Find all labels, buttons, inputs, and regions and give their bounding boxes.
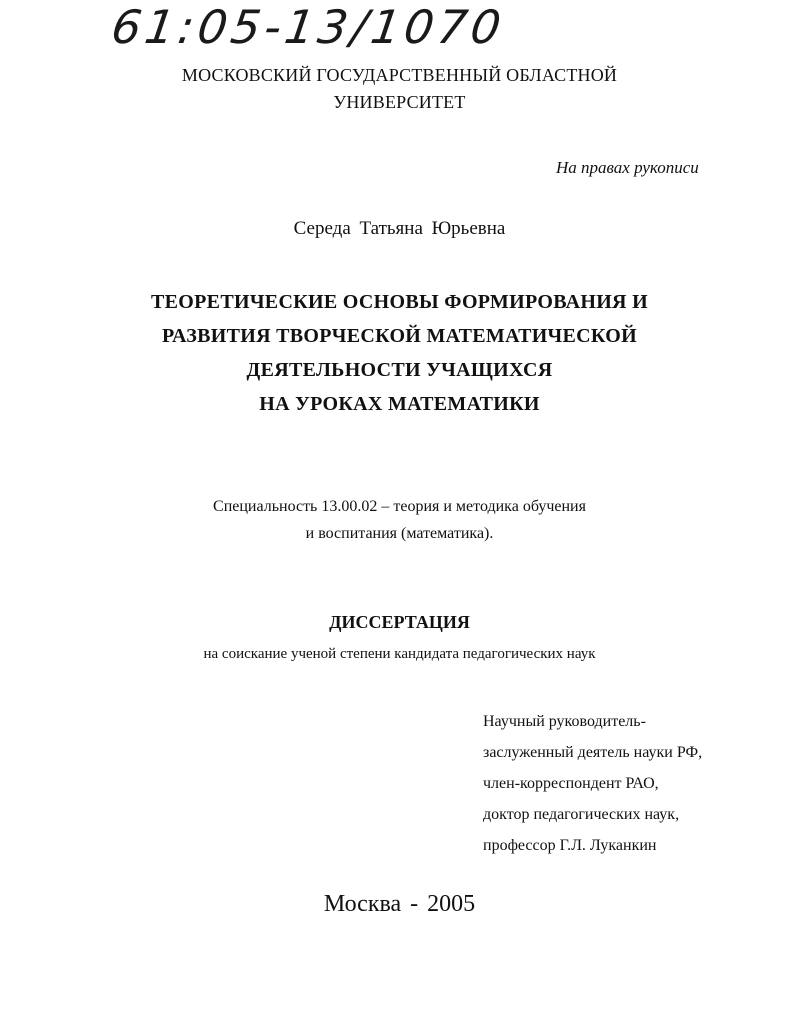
advisor-line-3: член-корреспондент РАО, bbox=[483, 775, 659, 792]
university-name bbox=[0, 62, 799, 116]
title-line-1: ТЕОРЕТИЧЕСКИЕ ОСНОВЫ ФОРМИРОВАНИЯ И bbox=[151, 291, 648, 313]
university-line-1: МОСКОВСКИЙ ГОСУДАРСТВЕННЫЙ ОБЛАСТНОЙ bbox=[181, 65, 618, 85]
advisor-line-4: доктор педагогических наук, bbox=[483, 806, 680, 823]
city-year: Москва - 2005 bbox=[323, 891, 476, 917]
advisor-line-2: заслуженный деятель науки РФ, bbox=[483, 744, 703, 761]
scientific-advisor bbox=[483, 706, 702, 861]
title-line-3: ДЕЯТЕЛЬНОСТИ УЧАЩИХСЯ bbox=[246, 359, 553, 381]
rights-note: На правах рукописи bbox=[556, 158, 699, 177]
advisor-line-1: Научный руководитель- bbox=[483, 713, 646, 730]
author-name: Середа Татьяна Юрьевна bbox=[293, 218, 506, 239]
university-line-2: УНИВЕРСИТЕТ bbox=[333, 92, 466, 112]
dissertation-title bbox=[0, 285, 799, 421]
dissertation-label: ДИССЕРТАЦИЯ bbox=[329, 612, 470, 632]
advisor-line-5: профессор Г.Л. Луканкин bbox=[483, 837, 657, 854]
specialty bbox=[0, 493, 799, 547]
specialty-line-1: Специальность 13.00.02 – теория и методика обучения bbox=[213, 498, 586, 515]
specialty-line-2: и воспитания (математика). bbox=[305, 525, 494, 542]
title-line-2: РАЗВИТИЯ ТВОРЧЕСКОЙ МАТЕМАТИЧЕСКОЙ bbox=[162, 325, 637, 347]
handwritten-archive-code: 61:05-13/1070 bbox=[108, 0, 509, 54]
title-line-4: НА УРОКАХ МАТЕМАТИКИ bbox=[259, 393, 540, 415]
dissertation-subtitle: на соискание ученой степени кандидата педагогических наук bbox=[203, 646, 596, 662]
